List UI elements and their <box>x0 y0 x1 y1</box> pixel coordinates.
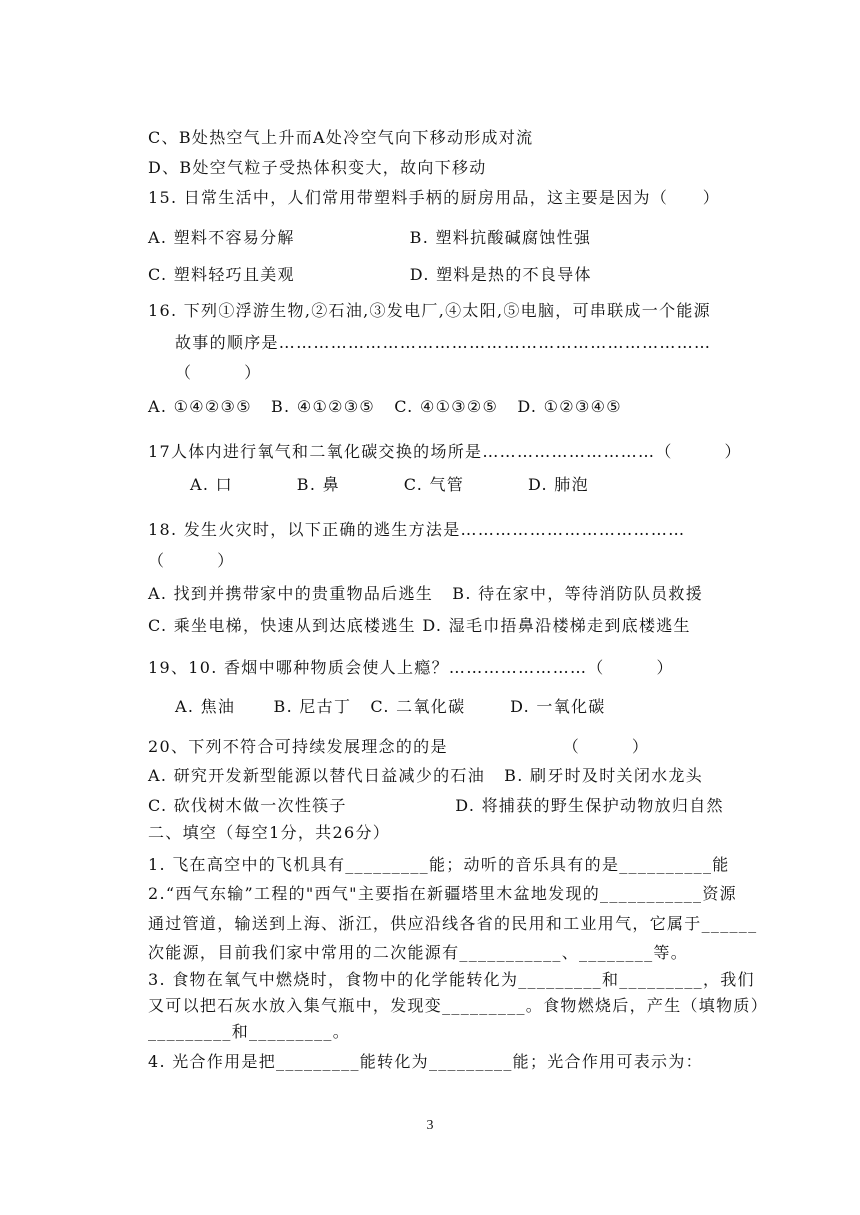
q18-answer-paren: （ ） <box>148 551 235 570</box>
fill-3: 3. 食物在氧气中燃烧时，食物中的化学能转化为_________和_________，我们 <box>148 970 755 989</box>
question-16: 16. 下列①浮游生物,②石油,③发电厂,④太阳,⑤电脑，可串联成一个能源 <box>148 301 711 320</box>
option-d-q14: D、B处空气粒子受热体积变大，故向下移动 <box>148 158 487 177</box>
q18-options-cd: C. 乘坐电梯，快速从到达底楼逃生 D. 湿毛巾捂鼻沿楼梯走到底楼逃生 <box>148 616 691 635</box>
q19-options: A. 焦油 B. 尼古丁 C. 二氧化碳 D. 一氧化碳 <box>175 697 606 716</box>
q16-options: A. ①④②③⑤ B. ④①②③⑤ C. ④①③②⑤ D. ①②③④⑤ <box>148 397 622 416</box>
option-c-q14: C、B处热空气上升而A处冷空气向下移动形成对流 <box>148 128 534 147</box>
q16-answer-paren: （ ） <box>175 363 262 382</box>
question-20: 20、下列不符合可持续发展理念的的是 （ ） <box>148 737 650 756</box>
fill-2-cont-2: 次能源，目前我们家中常用的二次能源有___________、________等。 <box>148 943 689 962</box>
fill-2-cont-1: 通过管道，输送到上海、浙江，供应沿线各省的民用和工业用气，它属于______ <box>148 914 758 933</box>
question-16-cont: 故事的顺序是………………………………………………………………… <box>175 333 712 352</box>
q20-options-ab: A. 研究开发新型能源以替代日益减少的石油 B. 刷牙时及时关闭水龙头 <box>148 766 704 785</box>
q20-options-cd: C. 砍伐树木做一次性筷子 D. 将捕获的野生保护动物放归自然 <box>148 796 724 815</box>
fill-3-cont-1: 又可以把石灰水放入集气瓶中，发现变_________。食物燃烧后，产生（填物质） <box>148 996 769 1015</box>
fill-1: 1. 飞在高空中的飞机具有_________能；动听的音乐具有的是__________能 <box>148 855 730 874</box>
q15-options-ab: A. 塑料不容易分解 B. 塑料抗酸碱腐蚀性强 <box>148 228 592 247</box>
fill-3-cont-2: _________和_________。 <box>148 1022 350 1041</box>
q17-options: A. 口 B. 鼻 C. 气管 D. 肺泡 <box>190 475 589 494</box>
question-15: 15. 日常生活中，人们常用带塑料手柄的厨房用品，这主要是因为（ ） <box>148 188 721 207</box>
fill-4: 4. 光合作用是把_________能转化为_________能；光合作用可表示为： <box>148 1052 703 1071</box>
question-17: 17人体内进行氧气和二氧化碳交换的场所是…………………………（ ） <box>148 442 742 461</box>
fill-2: 2.“西气东输”工程的"西气"主要指在新疆塔里木盆地发现的___________资源 <box>148 884 737 903</box>
q18-options-ab: A. 找到并携带家中的贵重物品后逃生 B. 待在家中，等待消防队员救援 <box>148 584 704 603</box>
question-18: 18. 发生火灾时，以下正确的逃生方法是………………………………… <box>148 520 686 539</box>
page-number: 3 <box>426 1118 434 1133</box>
q15-options-cd: C. 塑料轻巧且美观 D. 塑料是热的不良导体 <box>148 265 592 284</box>
question-19: 19、10. 香烟中哪种物质会使人上瘾？……………………（ ） <box>148 658 674 677</box>
section-2-heading: 二、填空（每空1分，共26分） <box>148 823 391 842</box>
